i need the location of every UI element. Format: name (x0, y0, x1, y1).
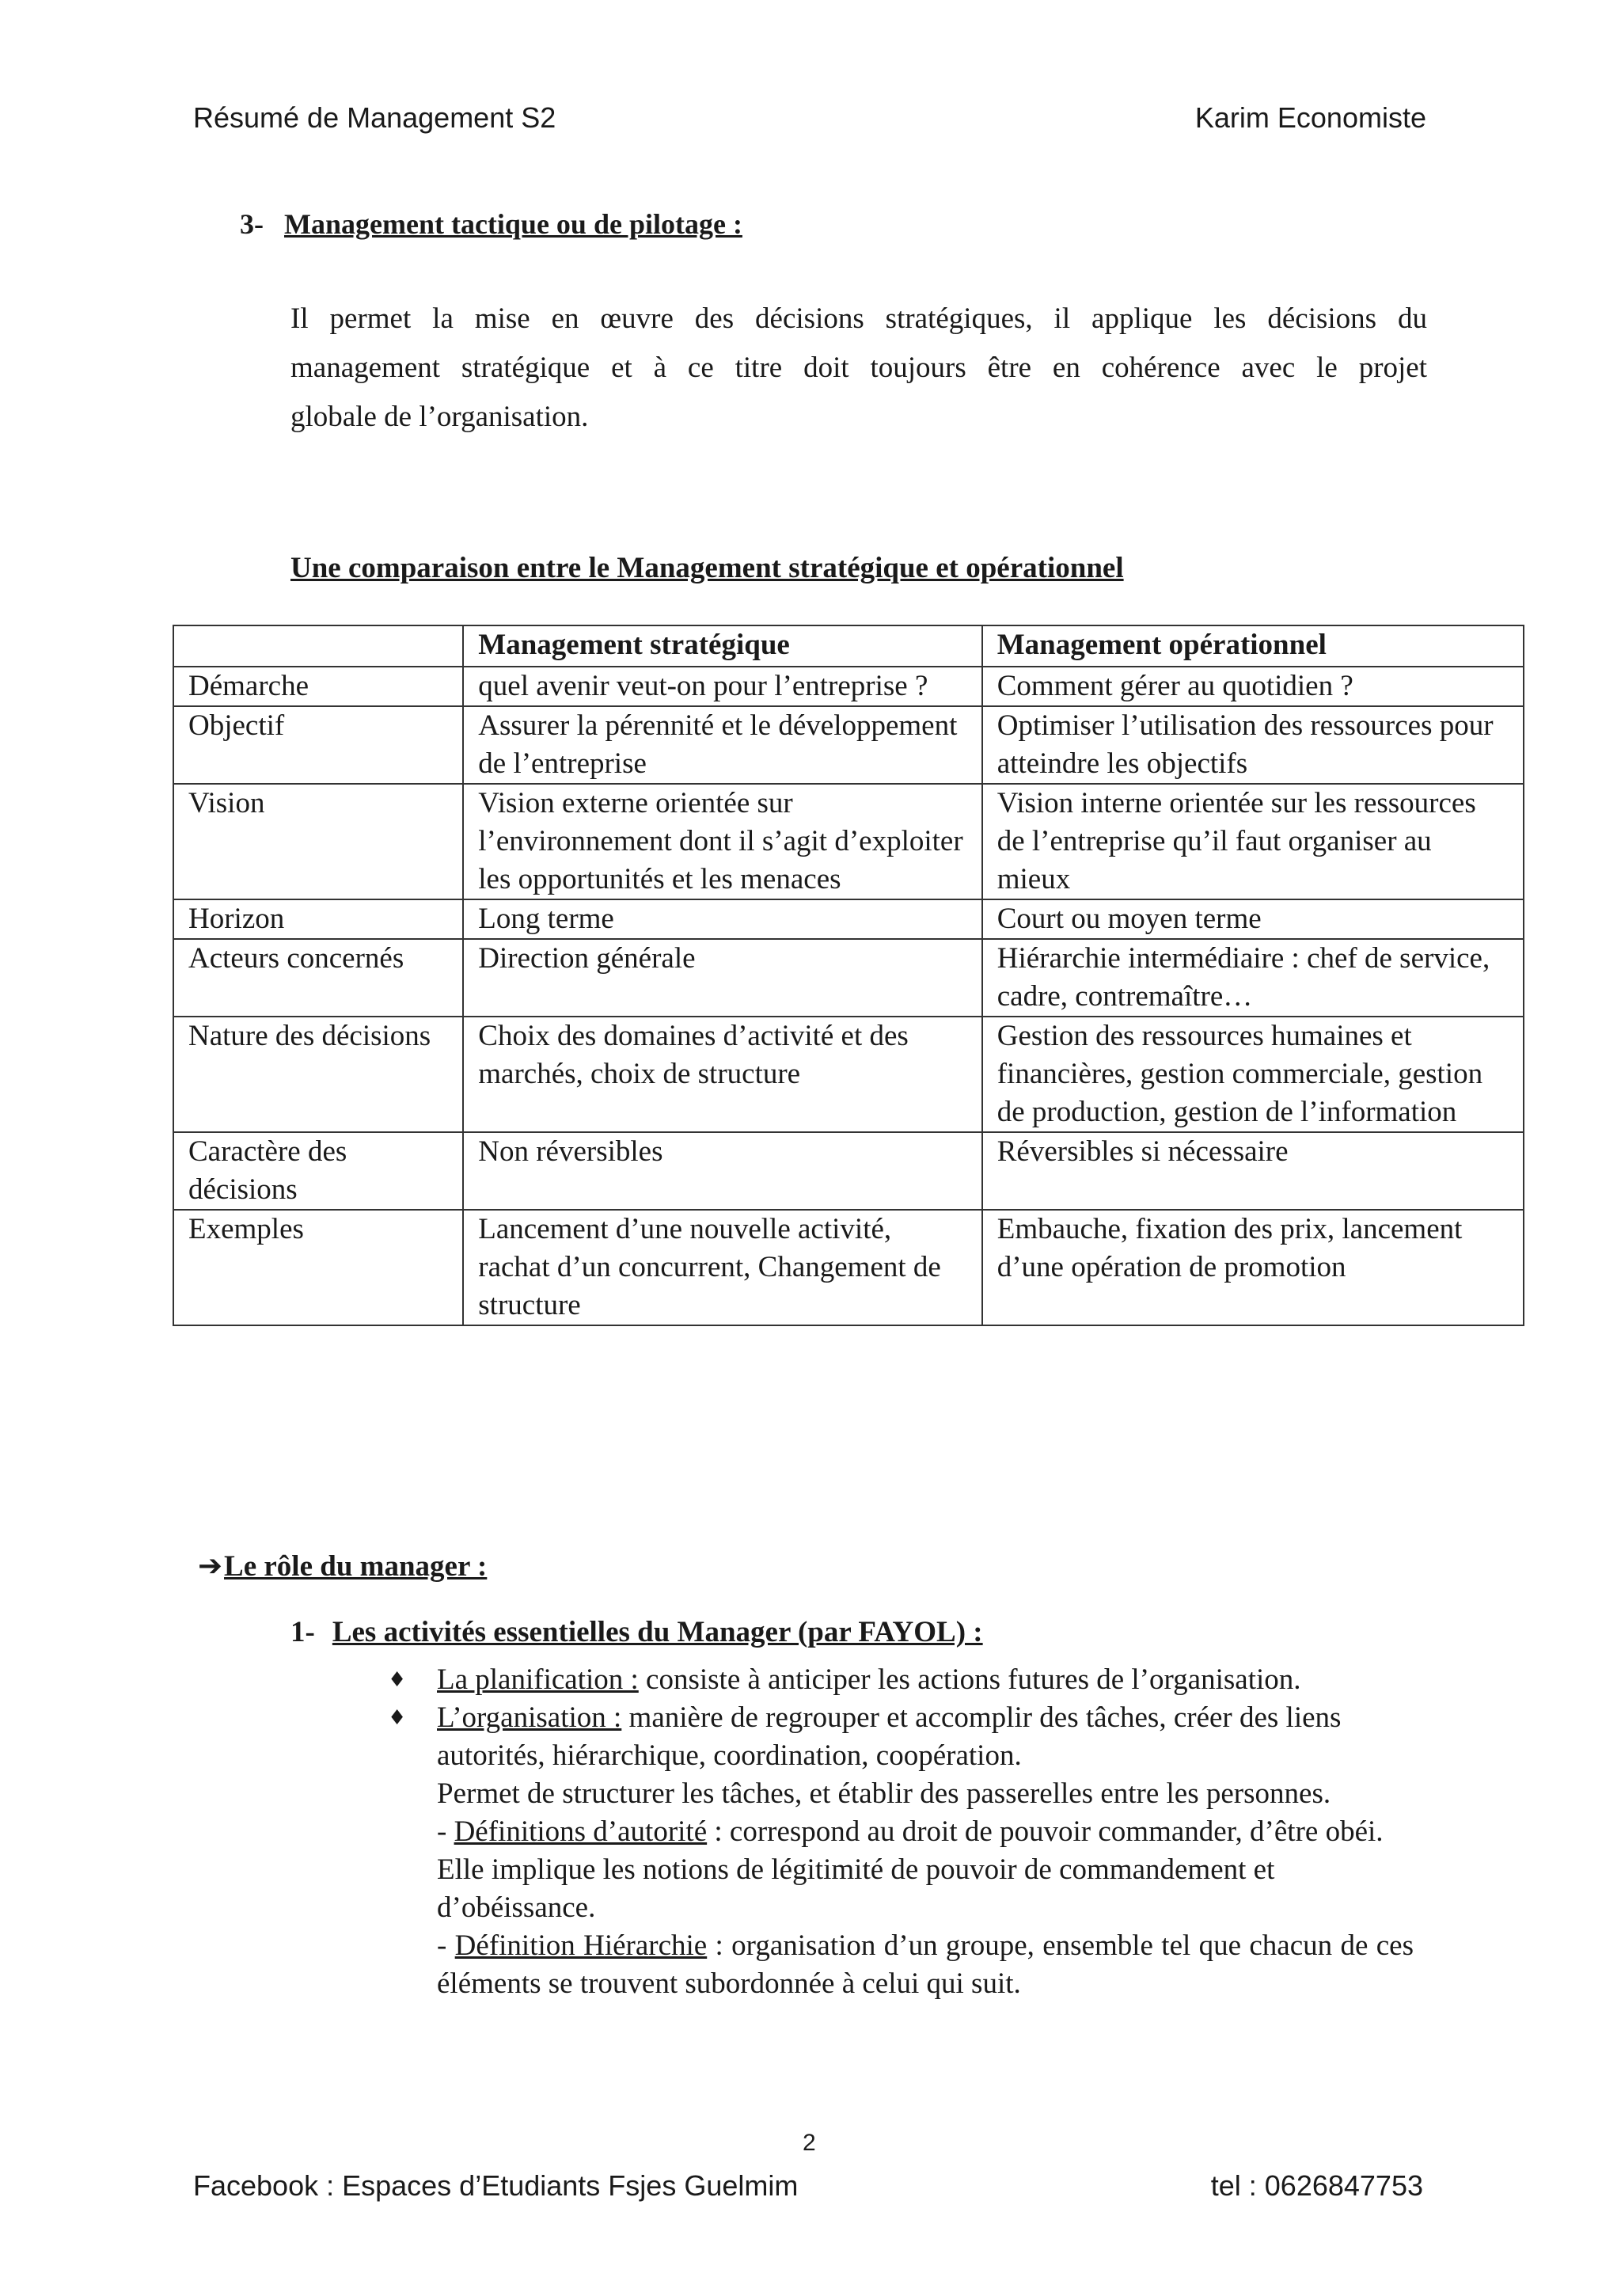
footer-facebook: Facebook : Espaces d’Etudiants Fsjes Guelmim (193, 2169, 799, 2202)
activities-list (388, 1661, 1414, 2003)
operational-cell: Comment gérer au quotidien ? (982, 667, 1524, 706)
organisation-text: manière de regrouper et accomplir des tâches, créer des liens autorités, hiérarchique, coordination, coopération. (437, 1701, 1342, 1772)
table-row (173, 784, 1524, 899)
role-heading (198, 1549, 487, 1583)
paragraph-line: management stratégique et à ce titre doit toujours être en cohérence avec le projet (290, 352, 1427, 384)
planification-term: La planification : (437, 1663, 639, 1696)
section-paragraph (290, 295, 1427, 442)
comparison-title: Une comparaison entre le Management stratégique et opérationnel (290, 552, 1124, 584)
row-label: Vision (173, 784, 463, 899)
operational-cell: Hiérarchie intermédiaire : chef de service, cadre, contremaître… (982, 939, 1524, 1017)
strategic-cell: Non réversibles (463, 1132, 981, 1210)
table-row (173, 1132, 1524, 1210)
arrow-right-icon: ➔ (198, 1549, 223, 1583)
strategic-cell: Direction générale (463, 939, 981, 1017)
paragraph-line: globale de l’organisation. (290, 401, 589, 433)
strategic-cell: Vision externe orientée sur l’environnement dont il s’agit d’exploiter les opportunités et les menaces (463, 784, 981, 899)
paragraph-line: Il permet la mise en œuvre des décisions stratégiques, il applique les décisions du (290, 302, 1427, 335)
row-label: Objectif (173, 706, 463, 784)
header-author: Karim Economiste (1194, 101, 1426, 134)
hierarchie-dash: - (437, 1929, 455, 1962)
autorite-term: Définitions d’autorité (454, 1815, 708, 1848)
diamond-bullet-icon: ♦ (388, 1668, 407, 1692)
table-header-cell: Management stratégique (463, 625, 981, 667)
table-row (173, 1210, 1524, 1325)
section-heading (240, 207, 742, 241)
strategic-cell: Choix des domaines d’activité et des marchés, choix de structure (463, 1017, 981, 1132)
header-document-title: Résumé de Management S2 (193, 101, 556, 134)
table-header-cell: Management opérationnel (982, 625, 1524, 667)
operational-cell: Court ou moyen terme (982, 899, 1524, 939)
operational-cell: Embauche, fixation des prix, lancement d’une opération de promotion (982, 1210, 1524, 1325)
planification-text: consiste à anticiper les actions futures de l’organisation. (638, 1663, 1301, 1696)
table-header-row (173, 625, 1524, 667)
activities-heading (290, 1615, 983, 1649)
strategic-cell: quel avenir veut-on pour l’entreprise ? (463, 667, 981, 706)
hierarchie-term: Définition Hiérarchie (454, 1929, 708, 1962)
autorite-definition (437, 1813, 1414, 1927)
comparison-table (173, 625, 1524, 1326)
list-item-organisation (388, 1699, 1414, 2003)
activities-number: 1- (290, 1616, 315, 1648)
table-row (173, 939, 1524, 1017)
table-row (173, 706, 1524, 784)
hierarchie-text: : organisation d’un groupe, ensemble tel que chacun de ces éléments se trouvent subordonnée à celui qui suit. (437, 1929, 1414, 2000)
row-label: Démarche (173, 667, 463, 706)
autorite-text: : correspond au droit de pouvoir commander, d’être obéi. Elle implique les notions de légitimité de pouvoir de commandement et d’obéissance. (437, 1815, 1384, 1924)
row-label: Caractère des décisions (173, 1132, 463, 1210)
table-row (173, 1017, 1524, 1132)
activities-title: Les activités essentielles du Manager (par FAYOL) : (332, 1616, 983, 1648)
page-number: 2 (803, 2130, 816, 2156)
diamond-bullet-icon: ♦ (388, 1706, 407, 1730)
section-number: 3- (240, 208, 264, 240)
row-label: Nature des décisions (173, 1017, 463, 1132)
table-header-cell (173, 625, 463, 667)
strategic-cell: Assurer la pérennité et le développement de l’entreprise (463, 706, 981, 784)
row-label: Acteurs concernés (173, 939, 463, 1017)
operational-cell: Optimiser l’utilisation des ressources pour atteindre les objectifs (982, 706, 1524, 784)
strategic-cell: Long terme (463, 899, 981, 939)
row-label: Exemples (173, 1210, 463, 1325)
operational-cell: Réversibles si nécessaire (982, 1132, 1524, 1210)
strategic-cell: Lancement d’une nouvelle activité, rachat d’un concurrent, Changement de structure (463, 1210, 981, 1325)
operational-cell: Gestion des ressources humaines et financières, gestion commerciale, gestion de production, gestion de l’information (982, 1017, 1524, 1132)
operational-cell: Vision interne orientée sur les ressources de l’entreprise qu’il faut organiser au mieux (982, 784, 1524, 899)
footer-phone: tel : 0626847753 (1210, 2169, 1423, 2202)
table-row (173, 899, 1524, 939)
section-title: Management tactique ou de pilotage : (284, 208, 742, 240)
organisation-text-2: Permet de structurer les tâches, et établir des passerelles entre les personnes. (437, 1777, 1331, 1810)
table-row (173, 667, 1524, 706)
organisation-term: L’organisation : (437, 1701, 622, 1734)
role-title: Le rôle du manager : (224, 1550, 488, 1583)
list-item-planification (388, 1661, 1414, 1699)
hierarchie-definition (437, 1927, 1414, 2003)
row-label: Horizon (173, 899, 463, 939)
autorite-dash: - (437, 1815, 454, 1848)
